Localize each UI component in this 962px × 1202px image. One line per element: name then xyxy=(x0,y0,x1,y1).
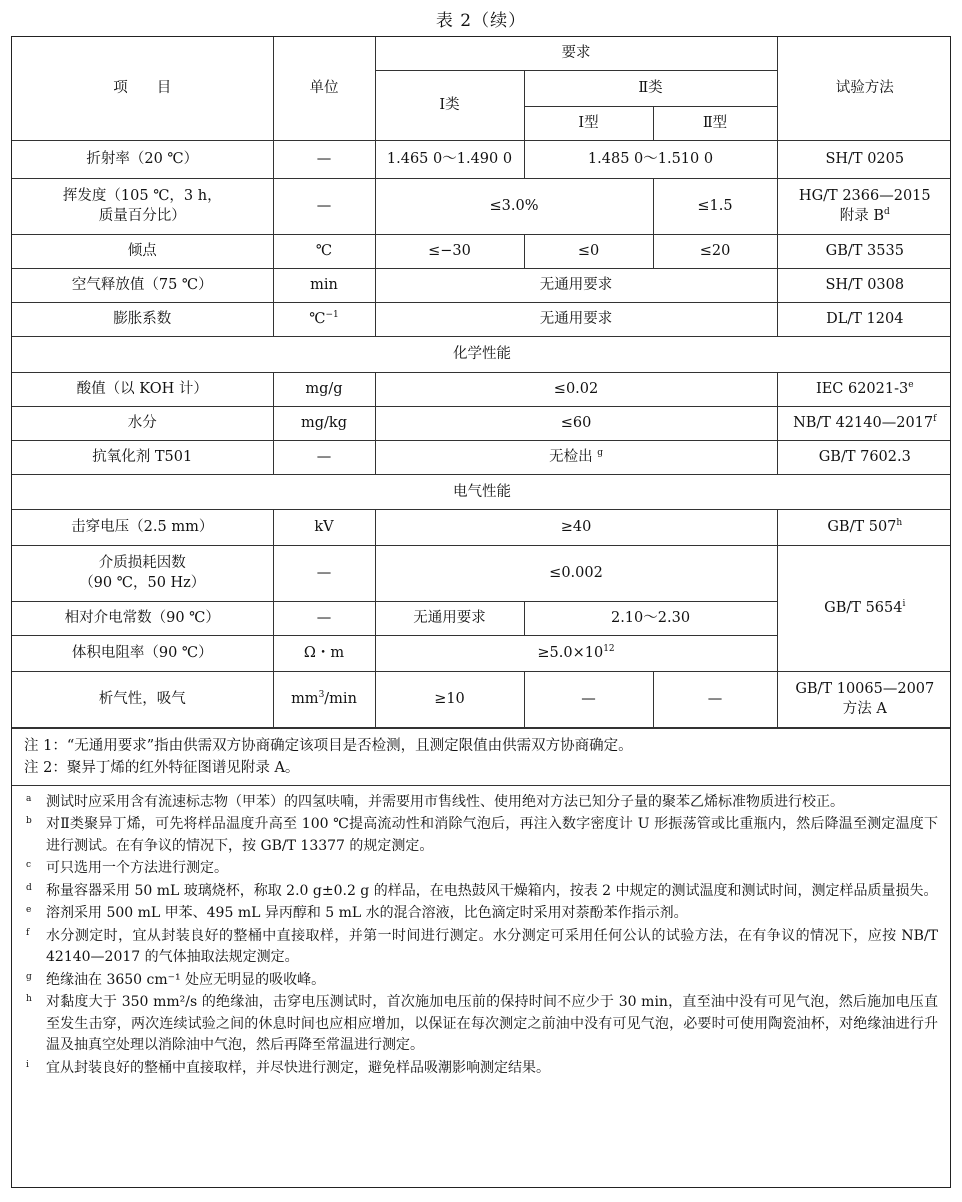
table-row xyxy=(12,440,951,474)
footnote xyxy=(24,881,938,903)
value-cell: 1.465 0～1.490 0 xyxy=(375,140,524,178)
item-cell: 酸值（以 KOH 计） xyxy=(12,372,273,406)
unit-text: ℃ xyxy=(309,311,326,327)
unit-cell: — xyxy=(273,440,375,474)
value-cell xyxy=(375,635,777,671)
unit-cell: mg/g xyxy=(273,372,375,406)
footnote-ref: e xyxy=(908,380,914,391)
table-row xyxy=(12,406,951,440)
footnote-ref: g xyxy=(597,448,603,459)
item-cell: 析气性，吸气 xyxy=(12,671,273,727)
unit-cell: Ω・m xyxy=(273,635,375,671)
value-cell: 无通用要求 xyxy=(375,601,524,635)
value-cell: ≤60 xyxy=(375,406,777,440)
unit-cell xyxy=(273,302,375,336)
footnote-text: 水分测定时，宜从封装良好的整桶中直接取样，并第一时间进行测定。水分测定可采用任何公认的试验方法，在有争议的情况下，应按 NB/T 42140—2017 的气体抽取法规定测定。 xyxy=(46,927,938,965)
header-requirement: 要求 xyxy=(375,37,777,70)
header-class1: Ⅰ类 xyxy=(375,70,524,140)
method-cell: GB/T 3535 xyxy=(777,234,951,268)
footnote xyxy=(24,858,938,880)
footnote-mark: e xyxy=(26,905,32,915)
item-line: 介质损耗因数 xyxy=(98,555,186,571)
footnote-mark: g xyxy=(26,971,32,982)
method-text: IEC 62021-3 xyxy=(815,381,909,397)
footnote-mark: d xyxy=(26,882,32,893)
value-cell: 1.485 0～1.510 0 xyxy=(524,140,777,178)
footnote-ref: i xyxy=(902,599,906,610)
item-cell: 体积电阻率（90 ℃） xyxy=(12,635,273,671)
value-cell: — xyxy=(524,671,653,727)
item-cell: 倾点 xyxy=(12,234,273,268)
header-item: 项 目 xyxy=(12,37,273,140)
unit-text: mm xyxy=(291,691,319,707)
unit-cell: ℃ xyxy=(273,234,375,268)
method-cell: GB/T 7602.3 xyxy=(777,440,951,474)
method-cell: SH/T 0205 xyxy=(777,140,951,178)
method-cell xyxy=(777,509,951,545)
value-text: 无检出 xyxy=(549,449,593,465)
item-line: （90 ℃，50 Hz） xyxy=(79,575,206,591)
method-line: 附录 B xyxy=(839,208,885,224)
method-line: GB/T 10065—2007 xyxy=(795,681,935,697)
value-text: ≥5.0×10 xyxy=(537,645,604,661)
footnote-text: 对Ⅱ类聚异丁烯，可先将样品温度升高至 100 ℃提高流动性和消除气泡后，再注入数字密度计 U 形振荡管或比重瓶内，然后降温至测定温度下进行测试。在有争议的情况下，按 GB/T 13377 的规定测定。 xyxy=(46,816,938,854)
footnote-text: 称量容器采用 50 mL 玻璃烧杯，称取 2.0 g±0.2 g 的样品，在电热鼓风干燥箱内，按表 2 中规定的测试温度和测试时间，测定样品质量损失。 xyxy=(46,882,938,899)
unit-cell: — xyxy=(273,601,375,635)
table-row xyxy=(12,509,951,545)
item-cell xyxy=(12,545,273,601)
section-row xyxy=(12,474,951,509)
method-cell xyxy=(777,178,951,234)
header-class2: Ⅱ类 xyxy=(524,70,777,106)
value-cell: ≤1.5 xyxy=(653,178,777,234)
footnote-text: 绝缘油在 3650 cm⁻¹ 处应无明显的吸收峰。 xyxy=(46,971,326,988)
value-cell: 2.10～2.30 xyxy=(524,601,777,635)
item-cell: 抗氧化剂 T501 xyxy=(12,440,273,474)
header-type1: Ⅰ型 xyxy=(524,106,653,140)
method-line: 方法 A xyxy=(842,701,887,717)
footnote-text: 宜从封装良好的整桶中直接取样，并尽快进行测定，避免样品吸潮影响测定结果。 xyxy=(46,1059,550,1076)
table-row xyxy=(12,302,951,336)
item-cell: 相对介电常数（90 ℃） xyxy=(12,601,273,635)
value-cell: ≤0.02 xyxy=(375,372,777,406)
table-row xyxy=(12,234,951,268)
unit-exponent: 3 xyxy=(318,690,325,701)
note-1: 注 1：“无通用要求”指由供需双方协商确定该项目是否检测，且测定限值由供需双方协商确定。 xyxy=(24,737,633,754)
footnote-text: 可只选用一个方法进行测定。 xyxy=(46,860,228,876)
value-cell: ≤20 xyxy=(653,234,777,268)
value-cell: ≤0 xyxy=(524,234,653,268)
footnotes-section xyxy=(12,785,950,1080)
footnote-ref: h xyxy=(896,518,903,529)
header-method: 试验方法 xyxy=(777,37,951,140)
table-row xyxy=(12,372,951,406)
spec-table-container xyxy=(11,36,951,1188)
footnote xyxy=(24,970,938,992)
method-cell xyxy=(777,372,951,406)
footnote xyxy=(24,926,938,969)
value-cell: — xyxy=(653,671,777,727)
method-cell xyxy=(777,671,951,727)
footnote-mark: i xyxy=(26,1059,29,1070)
unit-cell: kV xyxy=(273,509,375,545)
method-cell: SH/T 0308 xyxy=(777,268,951,302)
item-line: 挥发度（105 ℃，3 h， xyxy=(62,188,222,204)
footnote xyxy=(24,992,938,1057)
spec-table xyxy=(12,37,951,728)
method-text: GB/T 5654 xyxy=(824,600,903,616)
table-title: 表 2（续） xyxy=(435,11,527,31)
footnote-ref: f xyxy=(933,414,937,425)
item-line: 质量百分比） xyxy=(98,208,186,224)
notes-section xyxy=(12,728,950,785)
item-cell: 膨胀系数 xyxy=(12,302,273,336)
item-cell: 空气释放值（75 ℃） xyxy=(12,268,273,302)
value-cell: 无通用要求 xyxy=(375,302,777,336)
table-row xyxy=(12,268,951,302)
value-cell: ≥40 xyxy=(375,509,777,545)
footnote-mark: b xyxy=(26,816,32,826)
header-unit: 单位 xyxy=(273,37,375,140)
unit-exponent: −1 xyxy=(325,310,339,321)
footnote-mark: h xyxy=(26,994,32,1004)
value-cell: 无通用要求 xyxy=(375,268,777,302)
footnote xyxy=(24,903,938,925)
value-cell: ≤3.0% xyxy=(375,178,653,234)
section-heading-electrical: 电气性能 xyxy=(12,474,951,509)
section-heading-chemical: 化学性能 xyxy=(12,336,951,372)
table-row xyxy=(12,140,951,178)
note-2: 注 2：聚异丁烯的红外特征图谱见附录 A。 xyxy=(24,759,300,776)
footnote xyxy=(24,792,938,814)
unit-cell xyxy=(273,671,375,727)
unit-cell: — xyxy=(273,178,375,234)
value-exponent: 12 xyxy=(603,644,615,655)
method-text: GB/T 507 xyxy=(827,519,897,535)
unit-cell: mg/kg xyxy=(273,406,375,440)
item-cell: 折射率（20 ℃） xyxy=(12,140,273,178)
unit-cell: — xyxy=(273,140,375,178)
unit-cell: — xyxy=(273,545,375,601)
method-cell: DL/T 1204 xyxy=(777,302,951,336)
footnote-mark: a xyxy=(26,793,32,804)
unit-text-tail: /min xyxy=(324,691,357,707)
method-line: HG/T 2366—2015 xyxy=(798,188,931,204)
footnote-ref: d xyxy=(884,207,890,218)
value-cell: ≥10 xyxy=(375,671,524,727)
method-text: NB/T 42140—2017 xyxy=(793,415,934,431)
method-cell xyxy=(777,406,951,440)
item-cell xyxy=(12,178,273,234)
item-cell: 水分 xyxy=(12,406,273,440)
section-row xyxy=(12,336,951,372)
footnote-mark: f xyxy=(26,927,30,938)
footnote-text: 溶剂采用 500 mL 甲苯、495 mL 异丙醇和 5 mL 水的混合溶液，比色滴定时采用对萘酚苯作指示剂。 xyxy=(46,905,688,921)
item-cell: 击穿电压（2.5 mm） xyxy=(12,509,273,545)
table-row xyxy=(12,178,951,234)
table-row xyxy=(12,671,951,727)
table-row xyxy=(12,545,951,601)
value-cell: ≤0.002 xyxy=(375,545,777,601)
footnote xyxy=(24,1058,938,1080)
footnote-mark: c xyxy=(26,860,32,870)
value-cell xyxy=(375,440,777,474)
header-type2: Ⅱ型 xyxy=(653,106,777,140)
footnote-text: 测试时应采用含有流速标志物（甲苯）的四氢呋喃，并需要用市售线性、使用绝对方法已知分子量的聚苯乙烯标准物质进行校正。 xyxy=(46,793,844,810)
method-cell xyxy=(777,545,951,671)
unit-cell: min xyxy=(273,268,375,302)
value-cell: ≤−30 xyxy=(375,234,524,268)
footnote-text: 对黏度大于 350 mm²/s 的绝缘油，击穿电压测试时，首次施加电压前的保持时间不应少于 30 min，直至油中没有可见气泡，然后施加电压直至发生击穿，两次连续试验之间的休息时间也应相应增加，以保证在每次测定之前油中没有可见气泡，必要时可使用陶瓷油杯，对绝缘油进行升温及抽真空处理以消除油中气泡，然后再降至常温进行测定。 xyxy=(46,994,938,1053)
footnote xyxy=(24,814,938,857)
